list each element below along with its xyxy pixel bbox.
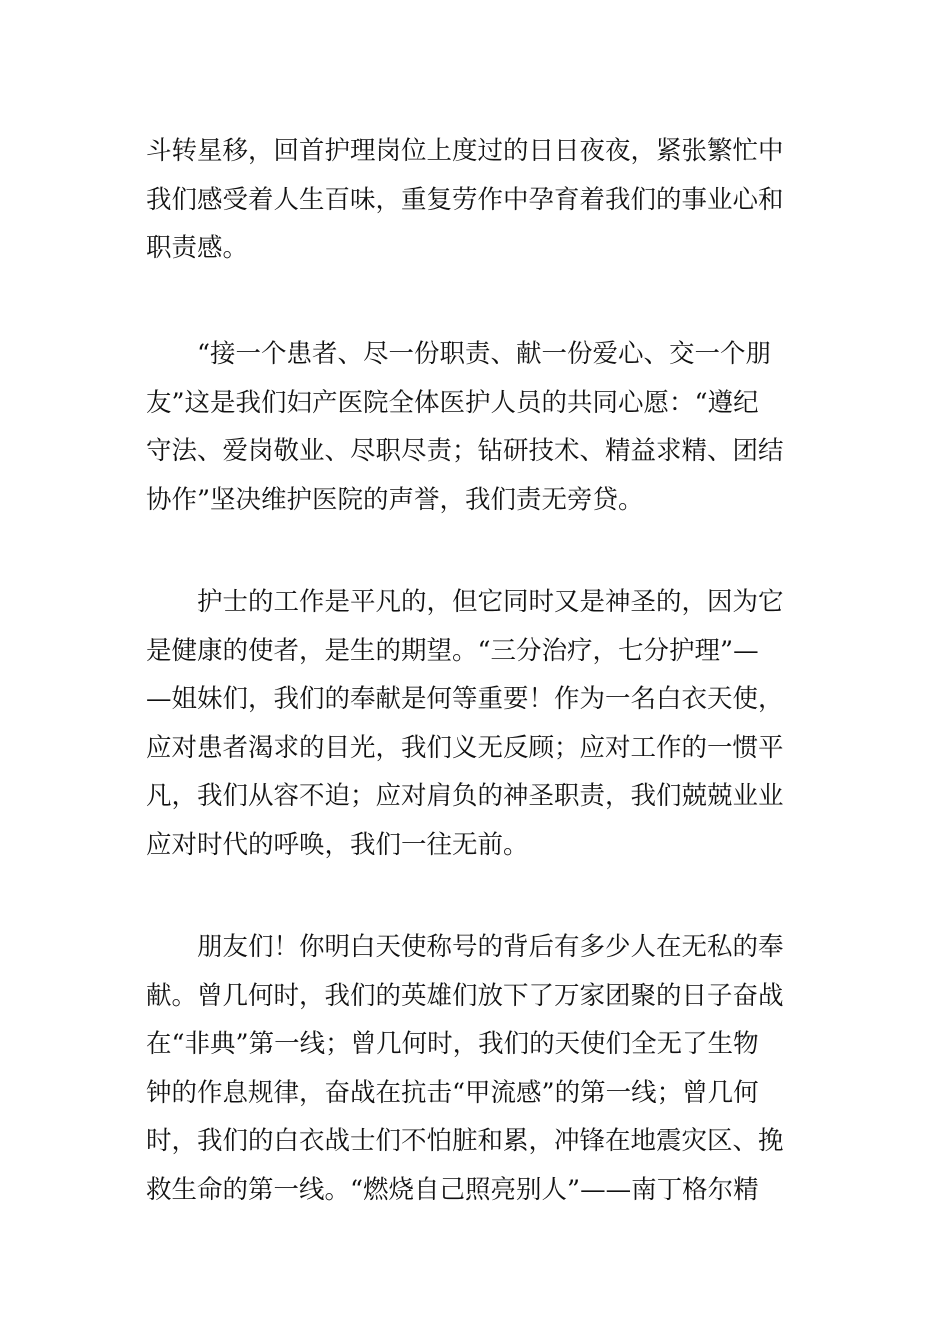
paragraph-line: 护士的工作是平凡的，但它同时又是神圣的，因为它 (146, 587, 784, 617)
paragraph-line: 斗转星移，回首护理岗位上度过的日日夜夜，紧张繁忙中 (146, 136, 784, 166)
paragraph-line: 钟的作息规律，奋战在抗击“甲流感”的第一线；曾几何 (146, 1077, 759, 1108)
paragraph-line: 我们感受着人生百味，重复劳作中孕育着我们的事业心和 (146, 184, 784, 215)
paragraph-3 (146, 578, 808, 869)
paragraph-line: 应对时代的呼唤，我们一往无前。 (146, 829, 529, 860)
paragraph-line: 救生命的第一线。“燃烧自己照亮别人”——南丁格尔精 (146, 1174, 759, 1205)
paragraph-line: 时，我们的白衣战士们不怕脏和累，冲锋在地震灾区、挽 (146, 1126, 784, 1156)
paragraph-line: 守法、爱岗敬业、尽职尽责；钻研技术、精益求精、团结 (146, 436, 784, 466)
paragraph-line: 职责感。 (146, 233, 249, 263)
paragraph-line: 凡，我们从容不迫；应对肩负的神圣职责，我们兢兢业业 (146, 781, 784, 811)
paragraph-line: 献。曾几何时，我们的英雄们放下了万家团聚的日子奋战 (146, 980, 784, 1011)
paragraph-line: 协作”坚决维护医院的声誉，我们责无旁贷。 (146, 484, 644, 515)
paragraph-line: 友”这是我们妇产医院全体医护人员的共同心愿：“遵纪 (146, 387, 759, 418)
paragraph-line: 是健康的使者，是生的期望。“三分治疗，七分护理”— (146, 635, 759, 666)
paragraph-line: 应对患者渴求的目光，我们义无反顾；应对工作的一惯平 (146, 732, 784, 763)
paragraph-line: “接一个患者、尽一份职责、献一份爱心、交一个朋 (146, 339, 772, 369)
paragraph-4 (146, 923, 808, 1214)
paragraph-2 (146, 330, 808, 524)
paragraph-line: —姐妹们，我们的奉献是何等重要！作为一名白衣天使， (146, 684, 784, 714)
paragraph-1 (146, 127, 808, 273)
paragraph-line: 在“非典”第一线；曾几何时，我们的天使们全无了生物 (146, 1029, 759, 1059)
paragraph-line: 朋友们！你明白天使称号的背后有多少人在无私的奉 (146, 932, 784, 962)
